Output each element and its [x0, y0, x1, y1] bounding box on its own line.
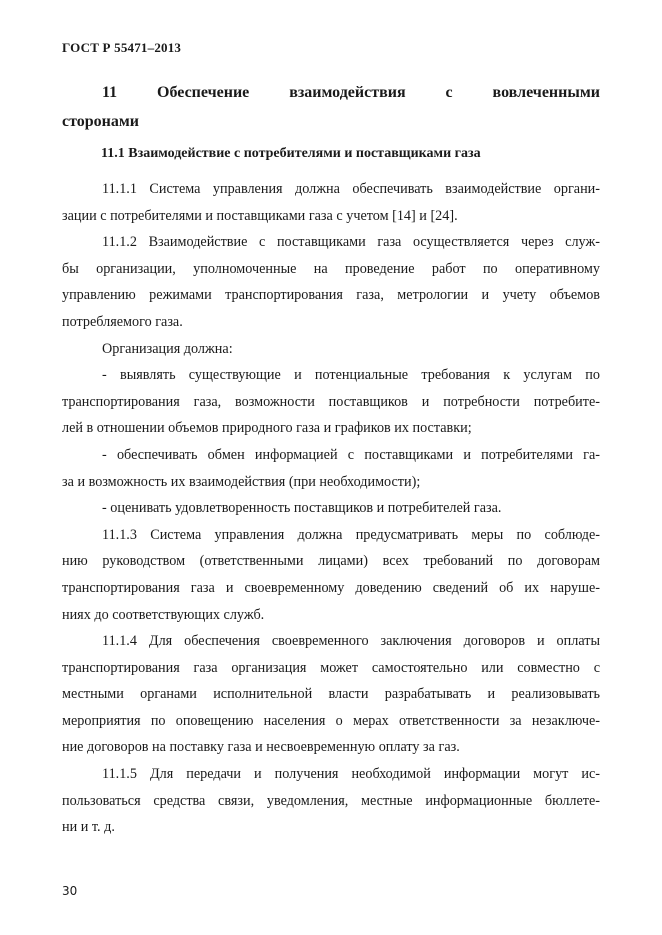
section-heading — [62, 78, 600, 136]
list-item — [62, 495, 600, 522]
text-line: 11.1.4 Для обеспечения своевременного заключения договоров и оплаты — [102, 633, 600, 650]
text-line: потребляемого газа. — [62, 313, 183, 330]
text-line: 11.1.3 Система управления должна предусматривать меры по соблюде- — [102, 526, 600, 543]
section-title-word: вовлеченными — [492, 84, 600, 101]
text-line: пользоваться средства связи, уведомления, местные информационные бюллете- — [62, 792, 600, 809]
text-line: - выявлять существующие и потенциальные требования к услугам по — [102, 367, 600, 384]
body-text — [62, 176, 600, 841]
text-line: 11.1.5 Для передачи и получения необходимой информации могут ис- — [102, 766, 600, 783]
text-line: ниях до соответствующих служб. — [62, 606, 265, 623]
text-line: ние договоров на поставку газа и несвоевременную оплату за газ. — [62, 739, 460, 756]
section-title-word: с — [445, 84, 453, 101]
text-line: транспортирования газа, возможности поставщиков и потребности потребите- — [62, 393, 600, 410]
section-heading-line-2: сторонами — [62, 113, 139, 130]
document-code-header: ГОСТ Р 55471–2013 — [62, 40, 182, 55]
text-line: транспортирования газа и своевременному доведению сведений об их наруше- — [62, 579, 600, 596]
text-line: Организация должна: — [102, 340, 233, 357]
list-item — [62, 442, 600, 495]
text-line: - оценивать удовлетворенность поставщиков и потребителей газа. — [102, 500, 502, 517]
paragraph-11-1-2 — [62, 229, 600, 335]
text-line: нию руководством (ответственными лицами) всех требований по договорам — [62, 553, 600, 570]
paragraph-organization-must — [62, 336, 600, 363]
paragraph-11-1-5 — [62, 761, 600, 841]
text-line: бы организации, уполномоченные на проведение работ по оперативному — [62, 260, 600, 277]
text-line: зации с потребителями и поставщиками газа с учетом [14] и [24]. — [62, 207, 458, 224]
section-title-word: взаимодействия — [289, 84, 406, 101]
text-line: лей в отношении объемов природного газа и графиков их поставки; — [62, 420, 472, 437]
text-line: 11.1.2 Взаимодействие с поставщиками газа осуществляется через служ- — [102, 234, 600, 251]
page-number: 30 — [62, 884, 78, 898]
text-line: мероприятия по оповещению населения о мерах ответственности за незаключе- — [62, 712, 600, 729]
paragraph-11-1-4 — [62, 628, 600, 761]
text-line: местными органами исполнительной власти разрабатывать и реализовывать — [62, 686, 600, 703]
text-line: ни и т. д. — [62, 819, 115, 836]
section-number: 11 — [102, 84, 118, 101]
text-line: управлению режимами транспортирования газа, метрологии и учету объемов — [62, 287, 600, 304]
subsection-heading: 11.1 Взаимодействие с потребителями и поставщиками газа — [101, 146, 481, 161]
list-item — [62, 362, 600, 442]
text-line: транспортирования газа организация может самостоятельно или совместно с — [62, 659, 600, 676]
text-line: - обеспечивать обмен информацией с поставщиками и потребителями га- — [102, 446, 600, 463]
paragraph-11-1-3 — [62, 522, 600, 628]
paragraph-11-1-1 — [62, 176, 600, 229]
section-title-word: Обеспечение — [157, 84, 250, 101]
text-line: 11.1.1 Система управления должна обеспечивать взаимодействие органи- — [102, 181, 600, 197]
text-line: за и возможность их взаимодействия (при необходимости); — [62, 473, 421, 490]
section-heading-line-1 — [62, 78, 600, 107]
